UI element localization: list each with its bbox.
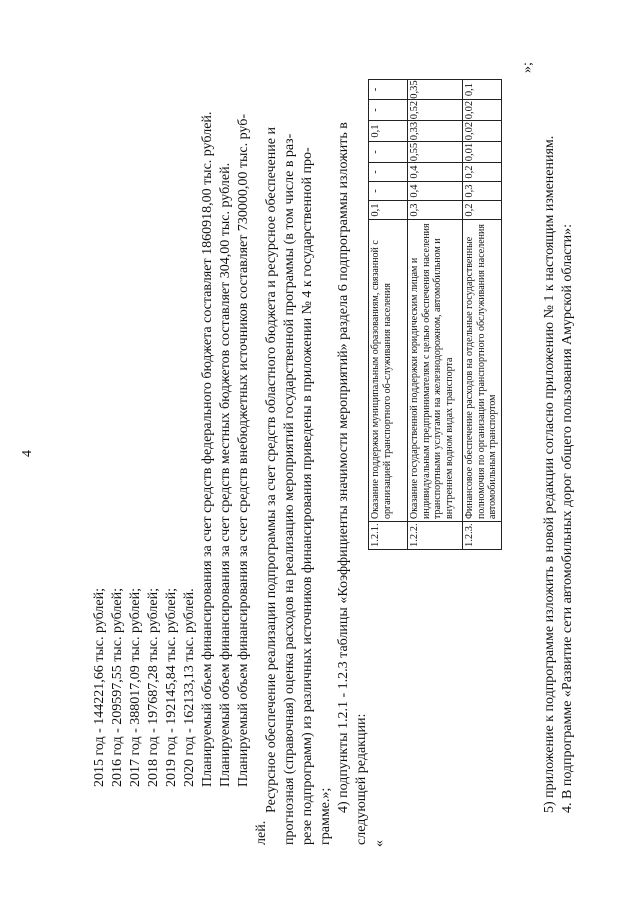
funding-local: Планируемый объем финансирования за счет средств местных бюджетов составляет 304,00 тыс. рублей. (218, 162, 233, 787)
item-b-para: 4. В подпрограмме «Развитие сети автомобильных дорог общего пользования Амурской области»: (560, 223, 575, 813)
cell-value: - (369, 182, 408, 201)
year-line: 2018 год - 197687,28 тыс. рублей; (146, 587, 161, 787)
resource-para: прогнозная (справочная) оценка расходов на реализацию мероприятий государственной программы (в том числе в раз- (282, 133, 297, 845)
row-number: 1.2.3. (463, 522, 502, 550)
funding-extrabudget: Планируемый объем финансирования за счет средств внебюджетных источников составляет 730000,00 тыс. руб- (236, 113, 251, 787)
row-description: Финансовое обеспечение расходов на отдельные государственные полномочия по организации транспортного обслуживания населения автомобильным транспортом (463, 220, 502, 522)
quote-open: « (372, 840, 387, 847)
cell-value: 0,1 (369, 121, 408, 142)
row-description: Оказание государственной поддержки юридическим лицам и индивидуальным предпринимателям с целью обеспечения населения транспортными услугами на железнодорожном, автомобильном и внутреннем водном видах транспорта (408, 220, 463, 522)
quote-close: »; (520, 62, 535, 73)
funding-extrabudget-cont: лей. (254, 820, 269, 845)
coefficients-table (368, 79, 502, 550)
cell-value: 0,1 (369, 201, 408, 220)
row-description: Оказание поддержки муниципальным образованиям, связанной с организацией транспортного об-служивания населения (369, 220, 408, 522)
year-line: 2020 год - 162133,13 тыс. рублей. (182, 588, 197, 787)
table-row (408, 80, 463, 550)
year-line: 2016 год - 209597,55 тыс. рублей; (110, 587, 125, 787)
cell-value: - (369, 163, 408, 182)
cell-value: 0,52 (408, 100, 463, 121)
table-row (463, 80, 502, 550)
year-line: 2017 год - 388017,09 тыс. рублей; (128, 587, 143, 787)
cell-value: 0,4 (408, 182, 463, 201)
cell-value: - (369, 142, 408, 163)
cell-value: 0,3 (408, 201, 463, 220)
funding-federal: Планируемый объем финансирования за счет средств федерального бюджета составляет 1860918,00 тыс. рублей. (200, 111, 215, 787)
item4-para: 4) подпункты 1.2.1 - 1.2.3 таблицы «Коэффициенты значимости мероприятий» раздела 6 подпрограммы изложить в (336, 122, 351, 813)
resource-para: грамме.»; (318, 787, 333, 845)
resource-para: резе подпрограмм) из различных источников финансирования приведены в приложении № 4 к государственной про- (300, 147, 315, 845)
year-line: 2019 год - 192145,84 тыс. рублей; (164, 587, 179, 787)
item4-para: следующей редакции: (354, 713, 369, 845)
cell-value: 0,35 (408, 80, 463, 100)
cell-value: 0,2 (463, 201, 502, 220)
cell-value: 0,2 (463, 163, 502, 182)
cell-value: 0,01 (463, 142, 502, 163)
row-number: 1.2.1. (369, 522, 408, 550)
cell-value: - (369, 80, 408, 100)
cell-value: 0,02 (463, 121, 502, 142)
cell-value: - (369, 100, 408, 121)
cell-value: 0,3 (463, 182, 502, 201)
cell-value: 0,33 (408, 121, 463, 142)
row-number: 1.2.2. (408, 522, 463, 550)
table-row (369, 80, 408, 550)
cell-value: 0,55 (408, 142, 463, 163)
resource-para: Ресурсное обеспечение реализации подпрограммы за счет средств областного бюджета и ресурсное обеспечение и (264, 127, 279, 813)
cell-value: 0,1 (463, 80, 502, 100)
cell-value: 0,02 (463, 100, 502, 121)
cell-value: 0,4 (408, 163, 463, 182)
year-line: 2015 год - 144221,66 тыс. рублей; (92, 587, 107, 787)
page-number: 4 (20, 450, 35, 457)
item5-para: 5) приложение к подпрограмме изложить в новой редакции согласно приложению № 1 к настоящим изменениям. (542, 135, 557, 813)
